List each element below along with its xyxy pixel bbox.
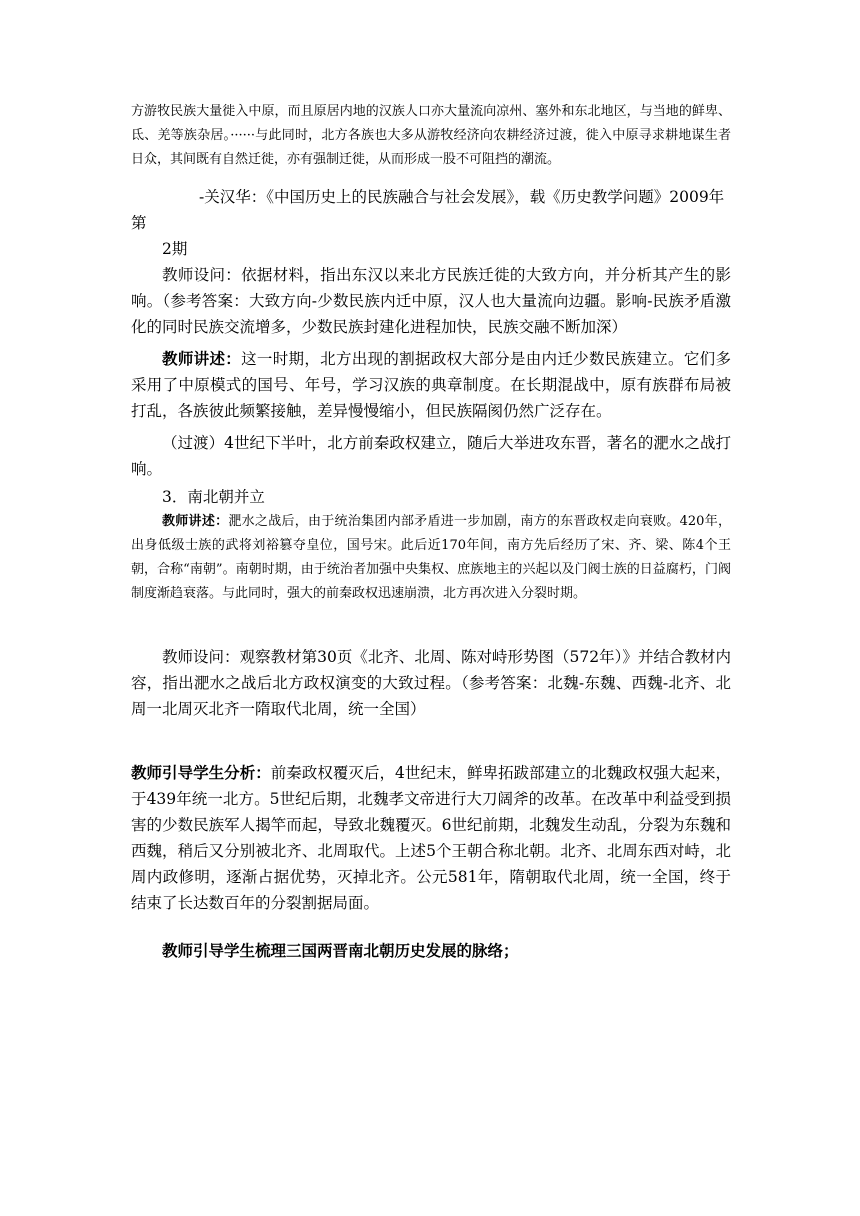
citation-issue: 2期 — [162, 240, 188, 258]
guided-analysis-label: 教师引导学生分析： — [131, 763, 271, 782]
transition-paragraph: （过渡）4世纪下半叶，北方前秦政权建立，随后大举进攻东晋，著名的淝水之战打响。 — [131, 434, 731, 478]
quote-paragraph: 方游牧民族大量徙入中原，而且原居内地的汉族人口亦大量流向凉州、塞外和东北地区，与当地的鲜卑、氐、羌等族杂居。······与此同时，北方各族也大多从游牧经济向农耕经济过渡，徙入中原寻求耕地谋生者日众，其间既有自然迁徙，亦有强制迁徙，从而形成一股不可阻挡的潮流。 — [131, 104, 731, 167]
teacher-narration-label: 教师讲述： — [162, 349, 242, 368]
section-heading: 3．南北朝并立 — [162, 488, 265, 506]
teacher-question-paragraph-2: 教师设问：观察教材第30页《北齐、北周、陈对峙形势图（572年）》并结合教材内容，指出淝水之战后北方政权演变的大致过程。（参考答案：北魏-东魏、西魏-北齐、北周一北周灭北齐一隋取代北周，统一全国） — [131, 648, 731, 718]
teacher-question-label: 教师设问： — [162, 266, 242, 284]
teacher-question-paragraph — [131, 262, 731, 340]
guided-review-line: 教师引导学生梳理三国两晋南北朝历史发展的脉络； — [162, 941, 519, 960]
teacher-narration-paragraph-2 — [131, 510, 731, 606]
teacher-narration-label-2: 教师讲述： — [162, 514, 229, 529]
teacher-question-text: 依据材料，指出东汉以来北方民族迁徙的大致方向，并分析其产生的影响。（参考答案：大致方向-少数民族内迁中原，汉人也大量流向边疆。影响-民族矛盾激化的同时民族交流增多，少数民族封建化进程加快，民族交融不断加深） — [131, 266, 731, 336]
guided-analysis-text: 前秦政权覆灭后，4世纪末，鲜卑拓跋部建立的北魏政权强大起来，于439年统一北方。5世纪后期，北魏孝文帝进行大刀阔斧的改革。在改革中利益受到损害的少数民族军人揭竿而起，导致北魏覆灭。6世纪前期，北魏发生动乱，分裂为东魏和西魏，稍后又分别被北齐、北周取代。上述5个王朝合称北朝。北齐、北周东西对峙，北周内政修明，逐渐占据优势，灭掉北齐。公元581年，隋朝取代北周，统一全国，终于结束了长达数百年的分裂割据局面。 — [131, 764, 731, 912]
teacher-narration-text: 这一时期，北方出现的割据政权大部分是由内迁少数民族建立。它们多采用了中原模式的国号、年号，学习汉族的典章制度。在长期混战中，原有族群布局被打乱，各族彼此频繁接触，差异慢慢缩小，但民族隔阂仍然广泛存在。 — [131, 350, 731, 420]
quote-citation: -关汉华：《中国历史上的民族融合与社会发展》，载《历史教学问题》2009年第 — [131, 188, 725, 232]
teacher-narration-text-2: 淝水之战后，由于统治集团内部矛盾进一步加剧，南方的东晋政权走向衰败。420年，出身低级士族的武将刘裕篡夺皇位，国号宋。此后近170年间，南方先后经历了宋、齐、梁、陈4个王朝，合称“南朝”。南朝时期，由于统治者加强中央集权、庶族地主的兴起以及门阀士族的日益腐朽，门阀制度渐趋衰落。与此同时，强大的前秦政权迅速崩溃，北方再次进入分裂时期。 — [131, 514, 731, 601]
guided-analysis-paragraph — [131, 760, 731, 916]
teacher-narration-paragraph — [131, 346, 731, 424]
